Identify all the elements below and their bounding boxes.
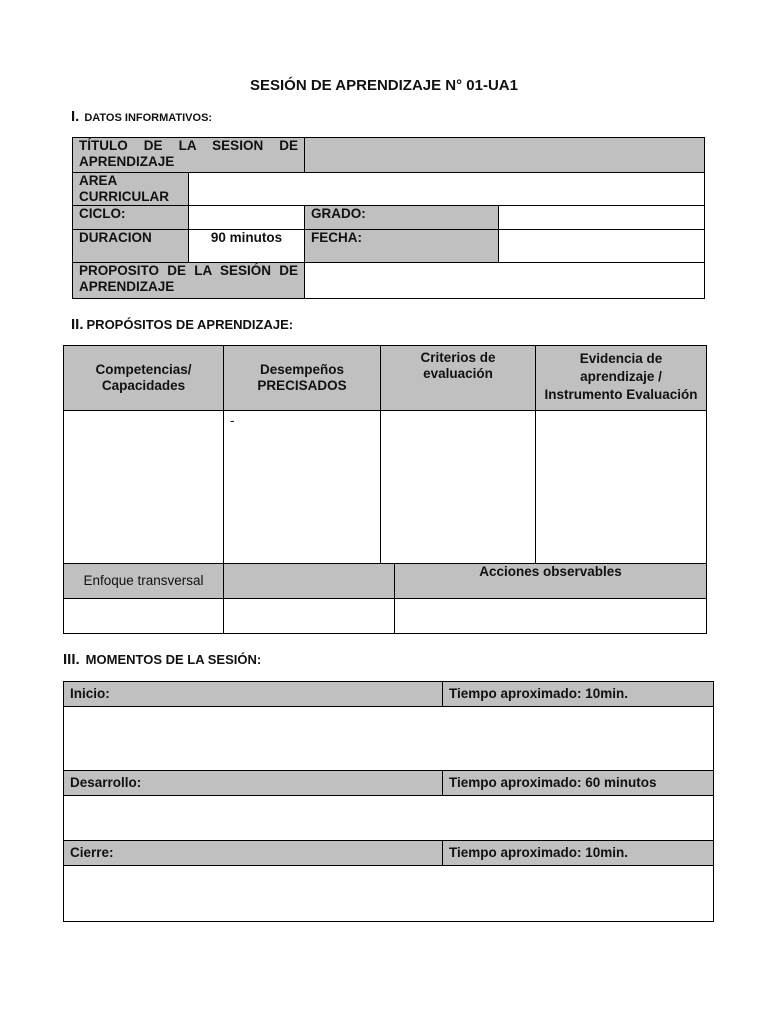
cierre-time: Tiempo aproximado: 10min. <box>443 841 714 866</box>
enfoque-cell[interactable] <box>64 599 224 634</box>
propositos-table <box>63 345 707 564</box>
grado-label: GRADO: <box>305 206 499 230</box>
desarrollo-time: Tiempo aproximado: 60 minutos <box>443 771 714 796</box>
header-competencias: Competencias/ Capacidades <box>64 346 224 411</box>
header-desempenos: Desempeños PRECISADOS <box>224 346 381 411</box>
evidencia-cell[interactable] <box>536 411 707 564</box>
grado-value[interactable] <box>499 206 705 230</box>
duracion-label: DURACION <box>73 230 189 263</box>
section-3-label: MOMENTOS DE LA SESIÓN: <box>85 652 262 667</box>
proposito-sesion-value[interactable] <box>305 263 705 299</box>
duracion-value[interactable]: 90 minutos <box>189 230 305 263</box>
momentos-table <box>63 681 714 922</box>
section-1-label: DATOS INFORMATIVOS: <box>84 112 213 124</box>
inicio-content[interactable] <box>64 707 714 771</box>
proposito-sesion-label: PROPOSITO DE LA SESIÓN DE APRENDIZAJE <box>73 263 305 299</box>
document-title: SESIÓN DE APRENDIZAJE N° 01-UA1 <box>249 77 518 94</box>
cierre-label: Cierre: <box>64 841 443 866</box>
inicio-time: Tiempo aproximado: 10min. <box>443 682 714 707</box>
ciclo-label: CICLO: <box>73 206 189 230</box>
fecha-label: FECHA: <box>305 230 499 263</box>
section-3-numeral: III. <box>63 651 80 668</box>
header-criterios: Criterios de evaluación <box>381 346 536 411</box>
titulo-sesion-value[interactable] <box>305 138 705 173</box>
header-evidencia: Evidencia de aprendizaje / Instrumento Evaluación <box>536 346 707 411</box>
desarrollo-label: Desarrollo: <box>64 771 443 796</box>
inicio-label: Inicio: <box>64 682 443 707</box>
ciclo-value[interactable] <box>189 206 305 230</box>
enfoque-detail-cell[interactable] <box>224 599 395 634</box>
datos-informativos-table <box>72 137 705 299</box>
cierre-content[interactable] <box>64 866 714 922</box>
fecha-value[interactable] <box>499 230 705 263</box>
section-2-numeral: II. <box>71 316 84 333</box>
criterios-cell[interactable] <box>381 411 536 564</box>
enfoque-table <box>63 563 707 634</box>
area-curricular-value[interactable] <box>189 173 705 206</box>
desarrollo-content[interactable] <box>64 796 714 841</box>
competencias-cell[interactable] <box>64 411 224 564</box>
section-3-heading <box>63 651 261 669</box>
section-1-numeral: I. <box>71 108 80 125</box>
acciones-cell[interactable] <box>395 599 707 634</box>
acciones-observables-label: Acciones observables <box>395 564 707 599</box>
section-2-label: PROPÓSITOS DE APRENDIZAJE: <box>86 317 294 332</box>
section-2-heading <box>71 316 293 334</box>
titulo-sesion-label: TÍTULO DE LA SESION DE APRENDIZAJE <box>73 138 305 173</box>
section-1-heading <box>71 108 212 126</box>
enfoque-transversal-value[interactable] <box>224 564 395 599</box>
area-curricular-label: AREA CURRICULAR <box>73 173 189 206</box>
enfoque-transversal-label: Enfoque transversal <box>64 564 224 599</box>
desempenos-cell[interactable]: - <box>224 411 381 564</box>
